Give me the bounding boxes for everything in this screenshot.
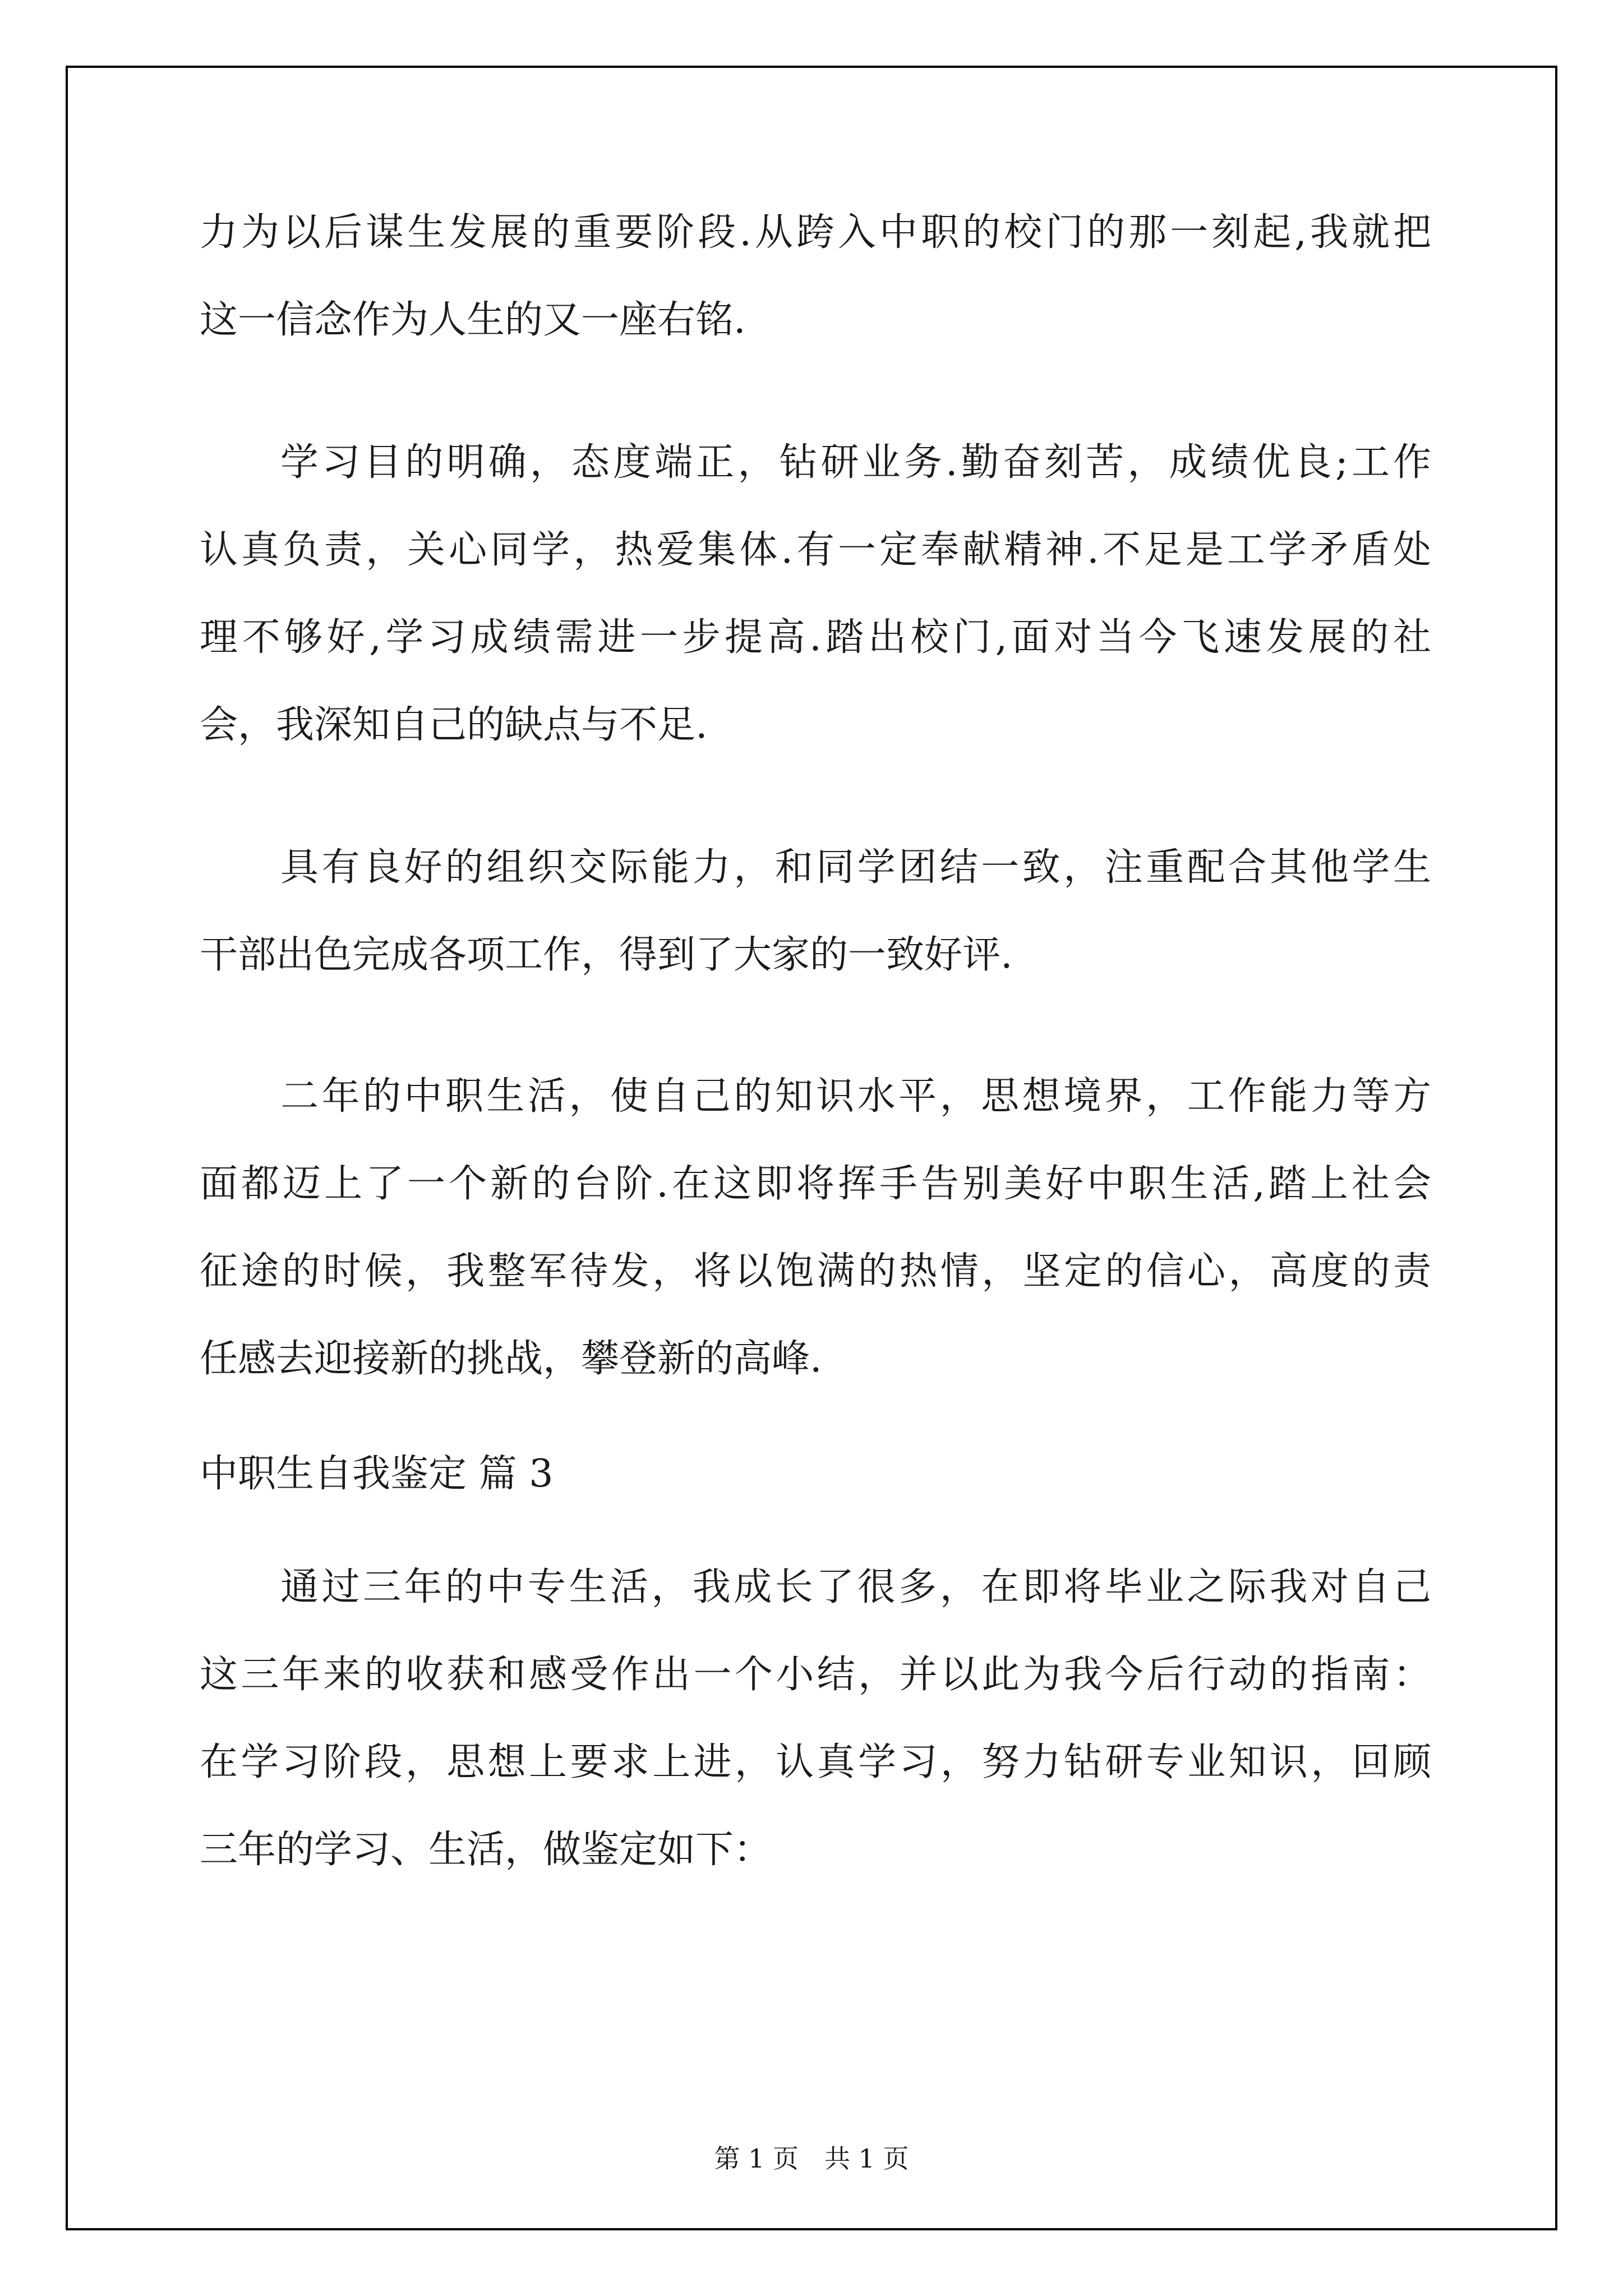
text-line: 力为以后谋生发展的重要阶段.从跨入中职的校门的那一刻起,我就把 (200, 210, 1431, 255)
paragraph-first-line: 学习目的明确，态度端正，钻研业务.勤奋刻苦，成绩优良;工作 (280, 440, 1431, 485)
text-line: 这三年来的收获和感受作出一个小结，并以此为我今后行动的指南： (200, 1653, 1431, 1697)
section-heading: 中职生自我鉴定 篇 3 (200, 1452, 554, 1496)
page-number: 第 1 页 共 1 页 (714, 2143, 909, 2174)
page-border (66, 66, 1557, 2230)
text-line: 面都迈上了一个新的台阶.在这即将挥手告别美好中职生活,踏上社会 (200, 1162, 1431, 1206)
paragraph-first-line: 二年的中职生活，使自己的知识水平，思想境界，工作能力等方 (280, 1074, 1431, 1119)
text-line: 理不够好,学习成绩需进一步提高.踏出校门,面对当今飞速发展的社 (200, 615, 1431, 660)
text-line: 三年的学习、生活，做鉴定如下： (200, 1828, 772, 1872)
text-line: 会，我深知自己的缺点与不足. (200, 703, 708, 747)
text-line: 干部出色完成各项工作，得到了大家的一致好评. (200, 933, 1013, 977)
text-line: 这一信念作为人生的又一座右铭. (200, 298, 746, 342)
text-line: 任感去迎接新的挑战，攀登新的高峰. (200, 1337, 822, 1381)
paragraph-first-line: 通过三年的中专生活，我成长了很多，在即将毕业之际我对自己 (280, 1565, 1431, 1609)
paragraph-first-line: 具有良好的组织交际能力，和同学团结一致，注重配合其他学生 (280, 845, 1431, 890)
text-line: 征途的时候，我整军待发，将以饱满的热情，坚定的信心，高度的责 (200, 1249, 1431, 1294)
text-line: 在学习阶段，思想上要求上进，认真学习，努力钻研专业知识，回顾 (200, 1740, 1431, 1784)
text-line: 认真负责，关心同学，热爱集体.有一定奉献精神.不足是工学矛盾处 (200, 528, 1431, 572)
